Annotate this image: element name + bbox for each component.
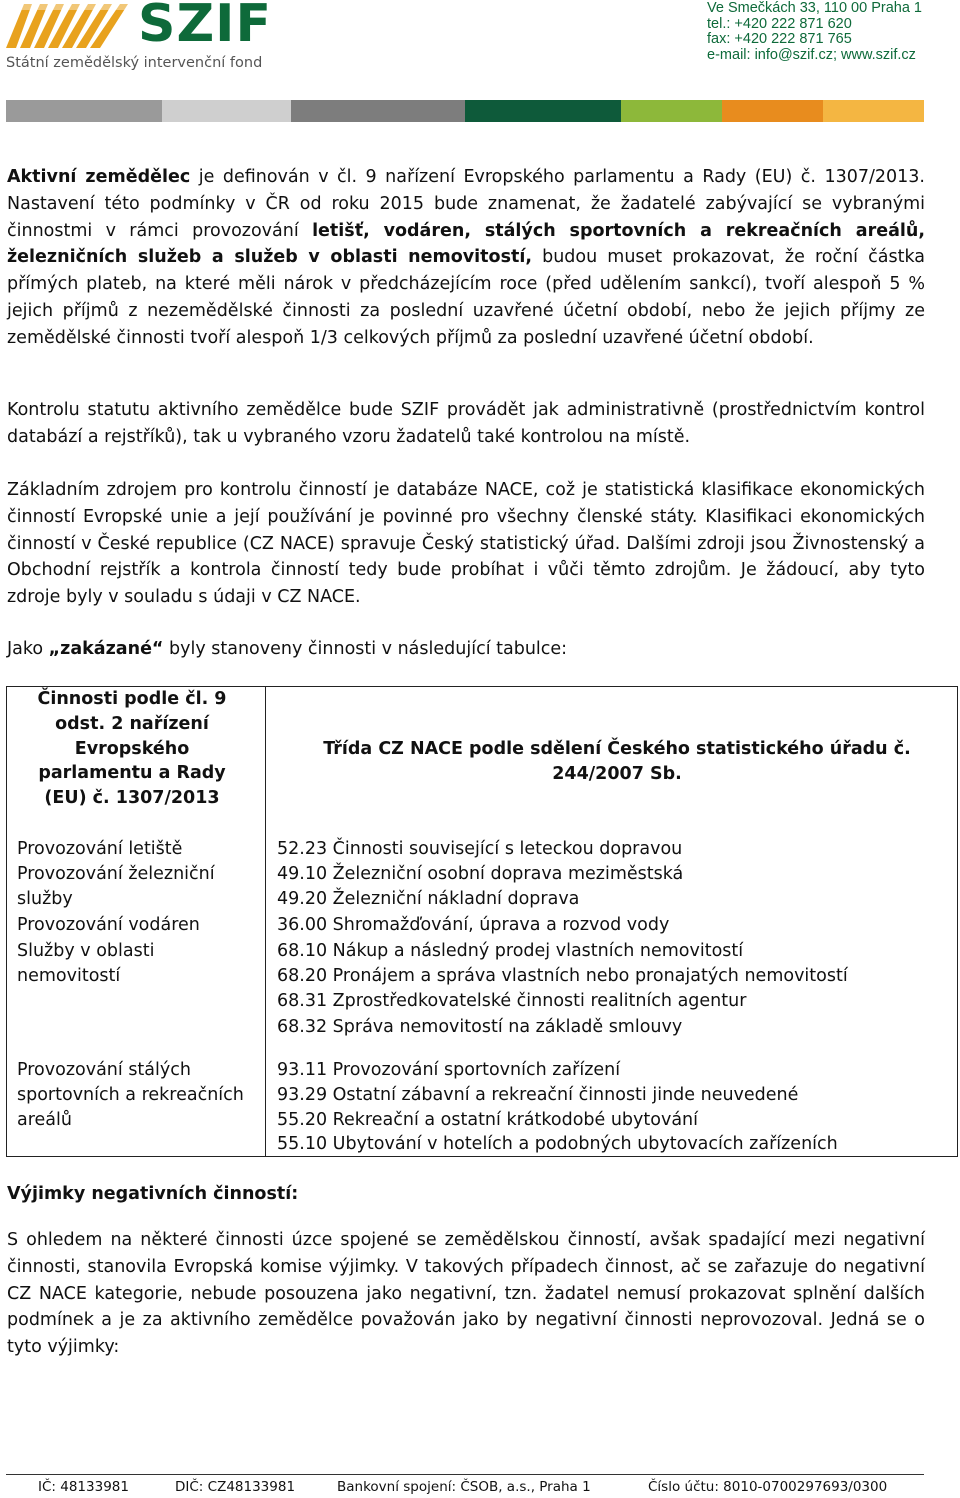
stripe-segment bbox=[823, 100, 924, 122]
logo-subtitle: Státní zemědělský intervenční fond bbox=[6, 55, 263, 71]
nace-code: 49.10 Železniční osobní doprava meziměstská bbox=[277, 864, 684, 884]
table-row-nace bbox=[277, 1058, 947, 1157]
table-row-nace bbox=[277, 862, 947, 912]
table-row-activity: Služby v oblasti nemovitostí bbox=[17, 941, 155, 986]
footer-divider bbox=[6, 1474, 924, 1475]
stripe-segment bbox=[722, 100, 823, 122]
term-active-farmer: Aktivní zemědělec bbox=[7, 167, 191, 187]
nace-code: 52.23 Činnosti související s leteckou dopravou bbox=[277, 839, 683, 859]
nace-code: 68.32 Správa nemovitostí na základě smlouvy bbox=[277, 1017, 683, 1038]
paragraph-text: je definován v čl. 9 nařízení Evropského parlamentu a Rady (EU) č. 1307/2013. Nastavení této podmínky v ČR od roku 2015 bude znamenat, že žadatelé zabývající se vybranými činnostmi v rámci provozování bbox=[7, 167, 925, 241]
contact-block bbox=[707, 1, 922, 63]
table-row-activity: Provozování stálých sportovních a rekreačních areálů bbox=[17, 1060, 244, 1130]
paragraph-text: budou muset prokazovat, že roční částka přímých plateb, na které měli nárok v předcházejícím roce (před udělením sankcí), tvoří alespoň 5 % jejich příjmů z nezemědělské činnosti za poslední uzavřené účetní období, nebo že jejich příjmy ze zemědělské činnosti tvoří alespoň 1/3 celkových příjmů za poslední uzavřené účetní období. bbox=[7, 247, 925, 348]
table-row-nace bbox=[277, 913, 947, 938]
paragraph-table-intro bbox=[7, 636, 925, 663]
logo-text: SZIF bbox=[138, 0, 273, 54]
contact-tel: tel.: +420 222 871 620 bbox=[707, 15, 852, 32]
intro-text: Jako bbox=[7, 639, 49, 659]
table-header-left: Činnosti podle čl. 9 odst. 2 nařízení Evropského parlamentu a Rady (EU) č. 1307/2013 bbox=[37, 689, 227, 809]
forbidden-activities-table bbox=[6, 686, 958, 1157]
nace-code: 68.10 Nákup a následný prodej vlastních nemovitostí bbox=[277, 941, 744, 961]
nace-code: 49.20 Železniční nákladní doprava bbox=[277, 888, 580, 909]
stripe-segment bbox=[291, 100, 465, 122]
contact-fax: fax: +420 222 871 765 bbox=[707, 31, 852, 47]
szif-logo bbox=[6, 0, 273, 78]
contact-address: Ve Smečkách 33, 110 00 Praha 1 bbox=[707, 0, 922, 16]
nace-code: 68.31 Zprostředkovatelské činnosti realitních agentur bbox=[277, 990, 747, 1011]
table-header-right: Třída CZ NACE podle sdělení Českého statistického úřadu č. 244/2007 Sb. bbox=[323, 739, 911, 784]
section-heading-exceptions: Výjimky negativních činností: bbox=[7, 1184, 299, 1204]
footer-bank: Bankovní spojení: ČSOB, a.s., Praha 1 bbox=[337, 1479, 591, 1495]
nace-code: 68.20 Pronájem a správa vlastních nebo pronajatých nemovitostí bbox=[277, 965, 848, 986]
nace-code: 93.29 Ostatní zábavní a rekreační činnosti jinde neuvedené bbox=[277, 1084, 799, 1105]
nace-code: 55.10 Ubytování v hotelích a podobných ubytovacích zařízeních bbox=[277, 1134, 838, 1155]
table-row-nace bbox=[277, 939, 947, 1040]
footer-ico: IČ: 48133981 bbox=[38, 1479, 129, 1495]
stripe-segment bbox=[162, 100, 291, 122]
color-stripe bbox=[6, 100, 924, 122]
paragraph-active-farmer bbox=[7, 164, 925, 352]
contact-email[interactable]: e-mail: info@szif.cz; www.szif.cz bbox=[707, 46, 916, 63]
table-row-activity: Provozování železniční služby bbox=[17, 864, 215, 909]
stripe-segment bbox=[6, 100, 162, 122]
nace-code: 93.11 Provozování sportovních zařízení bbox=[277, 1060, 621, 1080]
stripe-segment bbox=[465, 100, 621, 122]
term-forbidden: „zakázané“ bbox=[48, 639, 164, 659]
intro-text: byly stanoveny činnosti v následující tabulce: bbox=[163, 639, 568, 659]
table-row-nace bbox=[277, 837, 947, 862]
footer-account: Číslo účtu: 8010-0700297693/0300 bbox=[648, 1479, 888, 1495]
paragraph-control: Kontrolu statutu aktivního zemědělce bude SZIF provádět jak administrativně (prostřednictvím kontrol databází a rejstříků), tak u vybraného vzoru žadatelů také kontrolou na místě. bbox=[7, 400, 925, 447]
column-divider bbox=[265, 687, 266, 1156]
table-row-activity: Provozování letiště bbox=[17, 839, 183, 859]
paragraph-nace: Základním zdrojem pro kontrolu činností je databáze NACE, což je statistická klasifikace ekonomických činností Evropské unie a její používání je povinné pro všechny členské státy. Klasifikaci ekonomických činností v České republice (CZ NACE) spravuje Český statistický úřad. Dalšími zdroji jsou Živnostenský a Obchodní rejstřík a kontrola činností tedy bude probíhat i vůči těmto zdrojům. Je žádoucí, aby tyto zdroje byly v souladu s údaji v CZ NACE. bbox=[7, 480, 925, 608]
table-row-activity: Provozování vodáren bbox=[17, 915, 200, 935]
stripe-segment bbox=[621, 100, 722, 122]
nace-code: 55.20 Rekreační a ostatní krátkodobé ubytování bbox=[277, 1109, 698, 1130]
field-stripes-logo-icon bbox=[6, 4, 132, 48]
paragraph-exceptions: S ohledem na některé činnosti úzce spojené se zemědělskou činností, avšak spadající mezi negativní činnosti, stanovila Evropská komise výjimky. V takových případech činnost, ač se zařazuje do negativní CZ NACE kategorie, nebude posouzena jako negativní, tzn. žadatel nemusí prokazovat splnění dalších podmínek a je za aktivního zemědělce považován jako by negativní činnosti neprovozoval. Jedná se o tyto výjimky: bbox=[7, 1230, 925, 1358]
footer-dic: DIČ: CZ48133981 bbox=[175, 1479, 296, 1495]
nace-code: 36.00 Shromažďování, úprava a rozvod vody bbox=[277, 915, 670, 935]
bold-activities: letišť, vodáren, stálých sportovních a rekreačních areálů, železničních služeb a služeb v oblasti nemovitostí, bbox=[7, 220, 925, 268]
